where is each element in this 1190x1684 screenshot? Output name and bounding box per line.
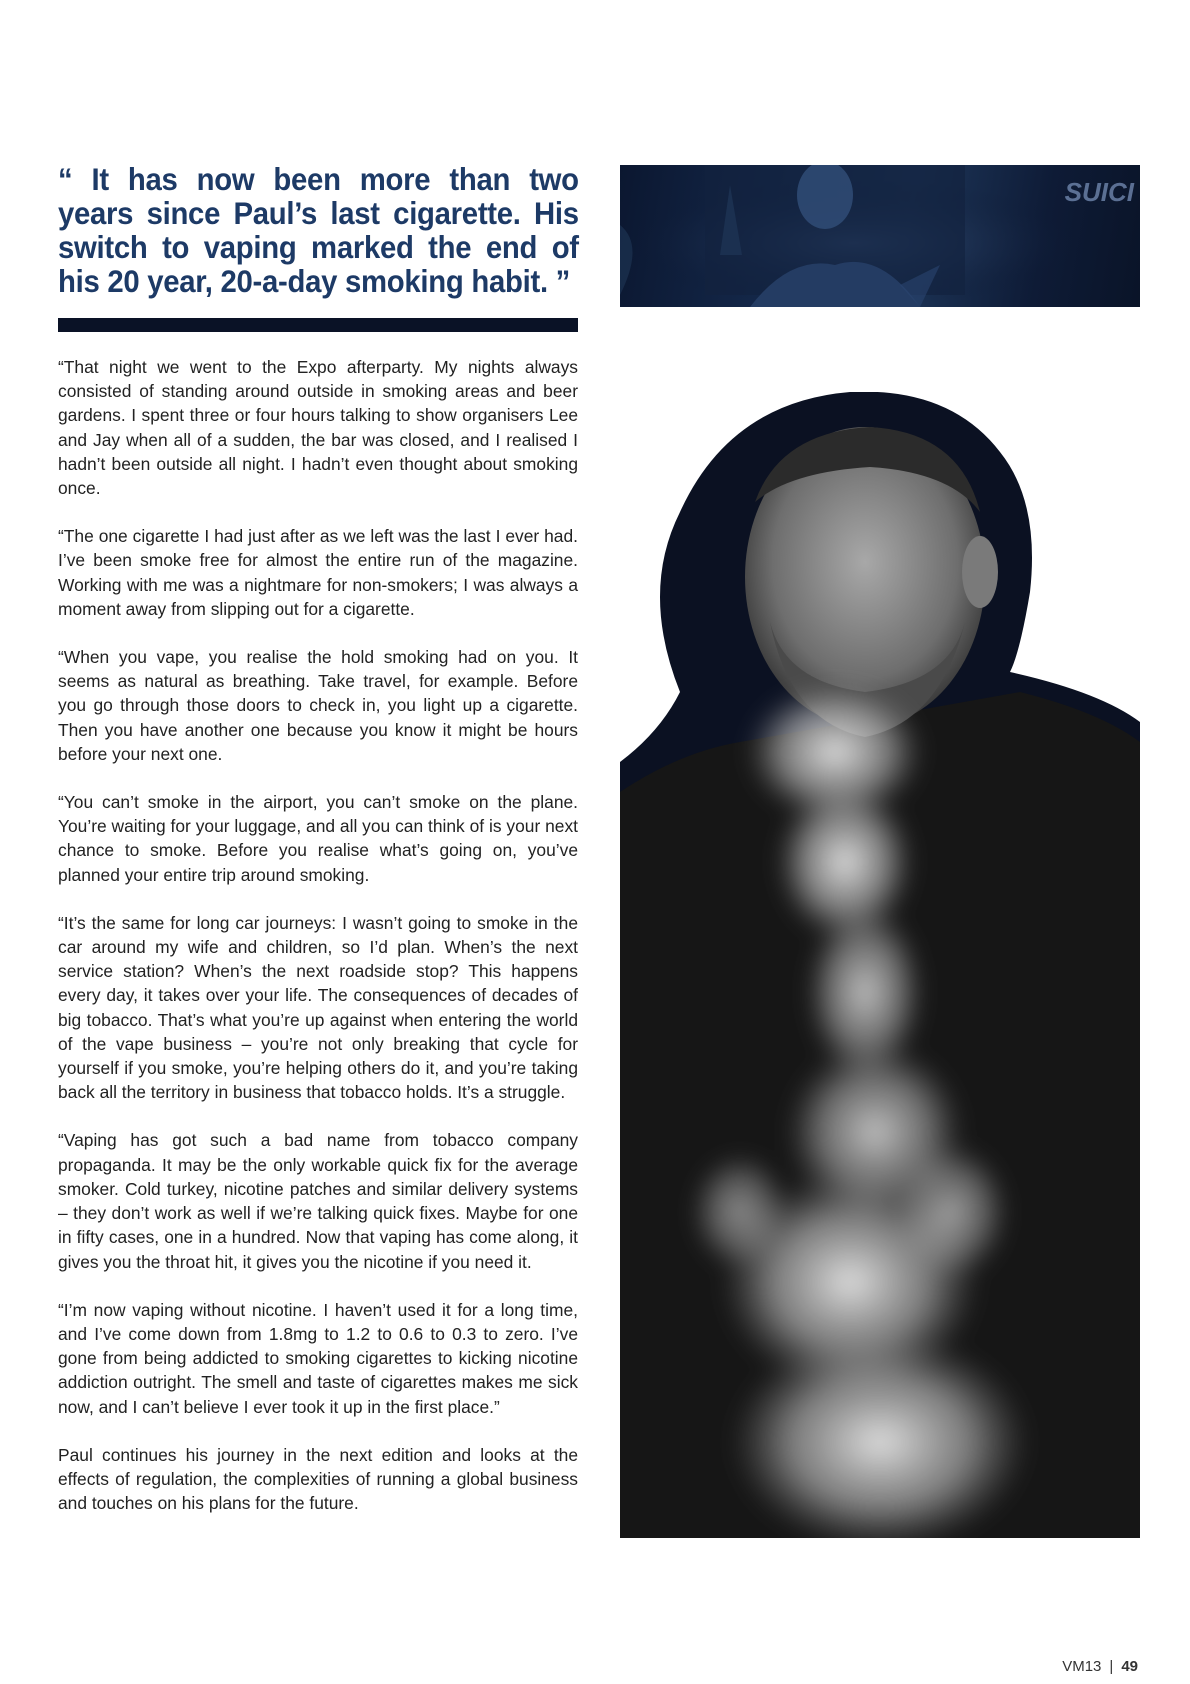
paragraph: “Vaping has got such a bad name from tobacco company propaganda. It may be the only workable quick fix for the average smoker. Cold turkey, nicotine patches and similar delivery systems – they don’t work as well if we’re talking quick fixes. Maybe for one in fifty cases, one in a hundred. Now that vaping has come along, it gives you the throat hit, it gives you the nicotine if you need it. (58, 1130, 578, 1272)
top-photo (620, 165, 1140, 307)
portrait-illustration (620, 392, 1140, 1538)
page-folio (1062, 1658, 1138, 1675)
top-photo-sign-text: SUICI (1064, 177, 1134, 207)
paragraph: “That night we went to the Expo afterparty. My nights always consisted of standing around outside in smoking areas and beer gardens. I spent three or four hours talking to show organisers Lee and Jay when all of a sudden, the bar was closed, and I realised I hadn’t been outside all night. I hadn’t even thought about smoking once. (58, 357, 578, 499)
paragraph: Paul continues his journey in the next edition and looks at the effects of regulation, the complexities of running a global business and touches on his plans for the future. (58, 1444, 578, 1514)
paragraph: “I’m now vaping without nicotine. I haven’t used it for a long time, and I’ve come down from 1.8mg to 1.2 to 0.6 to 0.3 to zero. I’ve gone from being addicted to smoking cigarettes to kicking nicotine addiction outright. The smell and taste of cigarettes makes me sick now, and I can’t believe I ever took it up in the first place.” (58, 1299, 578, 1417)
pull-quote: “ It has now been more than two years since Paul’s last cigarette. His switch to vaping marked the end of his 20 year, 20-a-day smoking habit. ” (58, 161, 579, 299)
quote-divider-bar (58, 318, 578, 332)
paragraph: “When you vape, you realise the hold smoking had on you. It seems as natural as breathing. Take travel, for example. Before you go through those doors to check in, you light up a cigarette. Then you have another one because you know it might be hours before your next one. (58, 647, 578, 764)
folio-separator: | (1109, 1658, 1114, 1675)
article-body (58, 355, 578, 1539)
portrait-photo (620, 392, 1140, 1538)
paragraph: “You can’t smoke in the airport, you can’t smoke on the plane. You’re waiting for your luggage, and all you can think of is your next chance to smoke. Before you realise what’s going on, you’ve planned your entire trip around smoking. (58, 792, 578, 885)
magazine-issue: VM13 (1062, 1658, 1102, 1675)
paragraph: “It’s the same for long car journeys: I wasn’t going to smoke in the car around my wife and children, so I’d plan. When’s the next service station? When’s the next roadside stop? This happens every day, it takes over your life. The consequences of decades of big tobacco. That’s what you’re up against when entering the world of the vape business – you’re not only breaking that cycle for yourself if you smoke, you’re helping others do it, and you’re taking back all the territory in business that tobacco holds. It’s a struggle. (58, 912, 578, 1103)
top-photo-illustration (620, 165, 1140, 307)
page-number: 49 (1121, 1658, 1138, 1675)
paragraph: “The one cigarette I had just after as we left was the last I ever had. I’ve been smoke free for almost the entire run of the magazine. Working with me was a nightmare for non-smokers; I was always a moment away from slipping out for a cigarette. (58, 526, 578, 619)
